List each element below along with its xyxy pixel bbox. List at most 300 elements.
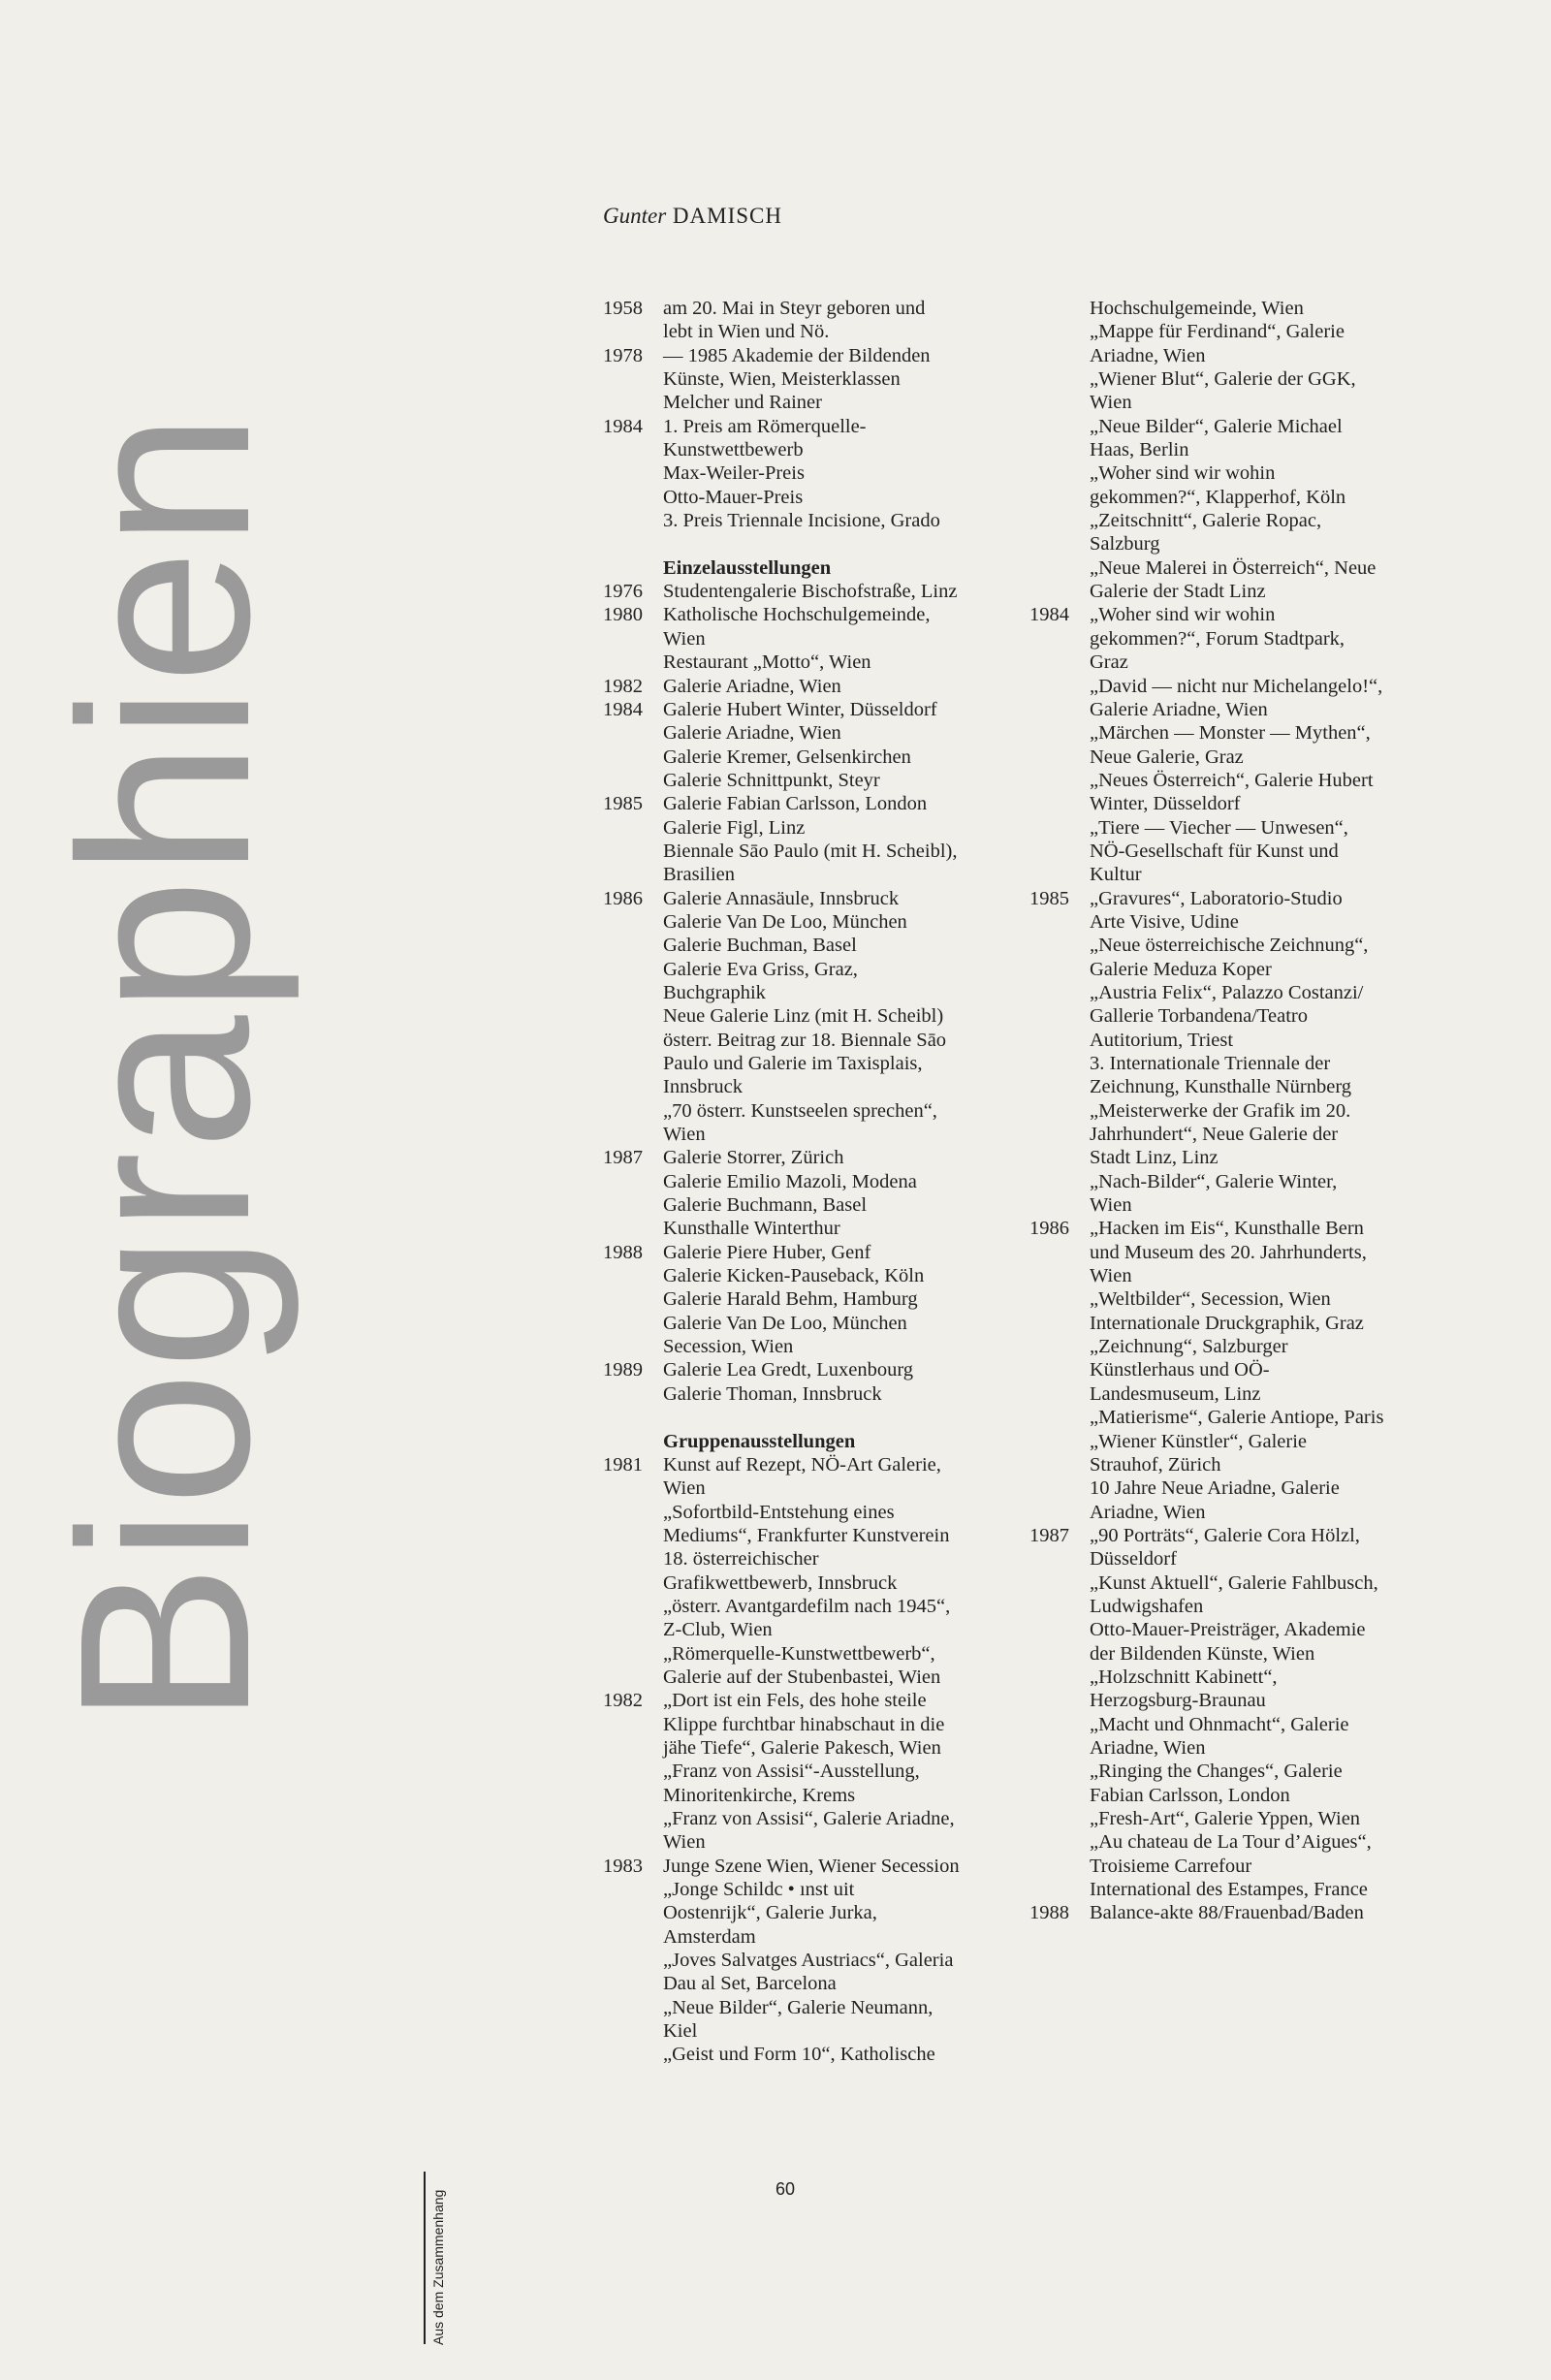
- entry-year: [603, 863, 663, 886]
- entry-year: [603, 1830, 663, 1854]
- bio-entry: [603, 1123, 1010, 1146]
- entry-year: [1029, 438, 1090, 461]
- entry-year: [603, 1123, 663, 1146]
- bio-entry: [1029, 698, 1437, 721]
- entry-year: [1029, 320, 1090, 343]
- bio-entry: [603, 1595, 1010, 1618]
- bio-entry: [603, 580, 1010, 603]
- entry-year: [603, 1713, 663, 1736]
- bio-entry: [1029, 1736, 1437, 1760]
- entry-text: und Museum des 20. Jahrhunderts,: [1090, 1241, 1367, 1263]
- footer-label: Aus dem Zusammenhang: [430, 2189, 446, 2345]
- entry-text: Salzburg: [1090, 533, 1160, 555]
- bio-entry: [603, 1736, 1010, 1760]
- entry-year: [603, 1736, 663, 1760]
- entry-text: Fabian Carlsson, London: [1090, 1784, 1290, 1806]
- entry-text: Galerie Lea Gredt, Luxenbourg: [663, 1359, 914, 1381]
- entry-text: Junge Szene Wien, Wiener Secession: [663, 1855, 960, 1877]
- bio-entry: [603, 509, 1010, 532]
- entry-year: [1029, 981, 1090, 1004]
- entry-year: 1984: [1029, 604, 1069, 626]
- entry-text: „Tiere — Viecher — Unwesen“,: [1090, 816, 1348, 839]
- entry-year: [1029, 1358, 1090, 1381]
- bio-entry: [603, 1335, 1010, 1358]
- entry-text: NÖ-Gesellschaft für Kunst und: [1090, 840, 1339, 862]
- bio-entry: [603, 1901, 1010, 1924]
- entry-year: [1029, 367, 1090, 391]
- entry-text: Kultur: [1090, 864, 1142, 886]
- entry-year: 1986: [603, 887, 643, 909]
- bio-entry: [603, 1571, 1010, 1595]
- entry-text: Ariadne, Wien: [1090, 1736, 1206, 1759]
- entry-text: Galerie Ariadne, Wien: [663, 675, 841, 697]
- bio-entry: [603, 1382, 1010, 1406]
- entry-text: Galerie Eva Griss, Graz,: [663, 958, 858, 980]
- entry-year: [603, 1075, 663, 1098]
- bio-entry: [1029, 1075, 1437, 1098]
- entry-year: [1029, 1784, 1090, 1807]
- bio-entry: [603, 1713, 1010, 1736]
- entry-year: [603, 486, 663, 509]
- entry-year: [1029, 532, 1090, 555]
- entry-year: 1983: [603, 1855, 643, 1877]
- biography-column-left: [603, 297, 1010, 2067]
- bio-entry: [1029, 1547, 1437, 1571]
- entry-year: [1029, 1666, 1090, 1689]
- entry-text: „Wiener Blut“, Galerie der GGK,: [1090, 368, 1356, 391]
- bio-entry: [603, 1830, 1010, 1854]
- entry-text: Strauhof, Zürich: [1090, 1453, 1221, 1476]
- entry-year: [603, 1642, 663, 1666]
- entry-text: gekommen?“, Forum Stadtpark,: [1090, 627, 1345, 650]
- bio-entry: [603, 1855, 1010, 1878]
- bio-entry: [603, 981, 1010, 1004]
- entry-text: „Neues Österreich“, Galerie Hubert: [1090, 769, 1374, 791]
- entry-year: [1029, 1501, 1090, 1524]
- entry-text: „Holzschnitt Kabinett“,: [1090, 1666, 1278, 1688]
- entry-text: „Gravures“, Laboratorio-Studio: [1090, 887, 1343, 909]
- entry-year: 1981: [603, 1453, 643, 1476]
- entry-text: Gallerie Torbandena/Teatro: [1090, 1005, 1308, 1028]
- bio-entry: [1029, 509, 1437, 532]
- entry-text: Galerie Storrer, Zürich: [663, 1147, 844, 1169]
- entry-year: [1029, 863, 1090, 886]
- bio-entry: [1029, 1855, 1437, 1878]
- entry-year: [603, 1925, 663, 1949]
- bio-entry: [1029, 1618, 1437, 1641]
- entry-text: „Joves Salvatges Austriacs“, Galeria: [663, 1950, 954, 1972]
- entry-text: Innsbruck: [663, 1076, 743, 1098]
- entry-text: „Zeichnung“, Salzburger: [1090, 1336, 1288, 1358]
- entry-year: [603, 958, 663, 981]
- entry-year: 1984: [603, 415, 643, 437]
- bio-entry: [1029, 391, 1437, 414]
- bio-entry: [603, 1666, 1010, 1689]
- entry-year: 1985: [603, 793, 643, 815]
- entry-text: Grafikwettbewerb, Innsbruck: [663, 1571, 898, 1594]
- bio-entry: [1029, 1358, 1437, 1381]
- bio-entry: [1029, 1241, 1437, 1264]
- entry-year: [603, 391, 663, 414]
- entry-year: [1029, 580, 1090, 603]
- entry-text: Winter, Düsseldorf: [1090, 793, 1241, 815]
- footer-rule: [424, 2172, 426, 2344]
- entry-text: Otto-Mauer-Preis: [663, 486, 804, 508]
- entry-year: [1029, 1264, 1090, 1287]
- bio-entry: [603, 344, 1010, 367]
- bio-entry: [603, 1618, 1010, 1641]
- entry-text: „Neue Bilder“, Galerie Michael: [1090, 415, 1343, 437]
- entry-text: Wien: [663, 1477, 706, 1500]
- entry-text: Kunsthalle Winterthur: [663, 1218, 840, 1240]
- entry-year: [1029, 746, 1090, 769]
- biography-column-right: [1029, 297, 1437, 1925]
- bio-entry: [1029, 344, 1437, 367]
- bio-entry: [1029, 1406, 1437, 1429]
- page-number: 60: [776, 2179, 796, 2199]
- entry-text: Galerie Van De Loo, München: [663, 1312, 907, 1334]
- bio-entry: [1029, 792, 1437, 815]
- entry-year: [603, 1972, 663, 1995]
- entry-year: [603, 2043, 663, 2066]
- entry-year: [1029, 1830, 1090, 1854]
- bio-entry: [1029, 675, 1437, 698]
- entry-year: [603, 1595, 663, 1618]
- bio-entry: [603, 1004, 1010, 1028]
- entry-year: [603, 1287, 663, 1311]
- entry-text: Galerie Buchman, Basel: [663, 935, 857, 957]
- entry-year: 1987: [1029, 1524, 1069, 1546]
- entry-year: [1029, 1004, 1090, 1028]
- entry-text: „Römerquelle-Kunstwettbewerb“,: [663, 1642, 935, 1665]
- bio-entry: [603, 627, 1010, 651]
- entry-text: Balance-akte 88/Frauenbad/Baden: [1090, 1902, 1364, 1924]
- bio-entry: [603, 792, 1010, 815]
- entry-year: [603, 461, 663, 485]
- entry-text: Dau al Set, Barcelona: [663, 1973, 837, 1995]
- bio-entry: [603, 1807, 1010, 1830]
- entry-year: [1029, 1382, 1090, 1406]
- entry-text: Stadt Linz, Linz: [1090, 1147, 1219, 1169]
- entry-text: 1. Preis am Römerquelle-: [663, 415, 867, 437]
- entry-year: [1029, 391, 1090, 414]
- entry-text: International des Estampes, France: [1090, 1879, 1368, 1901]
- entry-year: [603, 1476, 663, 1500]
- bio-entry: [603, 1547, 1010, 1571]
- entry-text: Wien: [1090, 1265, 1132, 1287]
- entry-text: Brasilien: [663, 864, 736, 886]
- entry-year: [1029, 816, 1090, 840]
- entry-year: [603, 1949, 663, 1972]
- bio-entry: [603, 438, 1010, 461]
- bio-entry: [1029, 1689, 1437, 1712]
- entry-text: am 20. Mai in Steyr geboren und: [663, 298, 926, 319]
- entry-text: Wien: [1090, 1194, 1132, 1217]
- entry-year: [1029, 1689, 1090, 1712]
- entry-year: [1029, 1406, 1090, 1429]
- entry-text: Z-Club, Wien: [663, 1619, 773, 1641]
- entry-text: „Woher sind wir wohin: [1090, 604, 1276, 626]
- bio-entry: [1029, 532, 1437, 555]
- entry-year: [1029, 1123, 1090, 1146]
- entry-year: [1029, 721, 1090, 745]
- entry-text: „David — nicht nur Michelangelo!“,: [1090, 675, 1383, 697]
- entry-year: [603, 1760, 663, 1783]
- entry-text: Buchgraphik: [663, 981, 766, 1003]
- bio-entry: [1029, 1713, 1437, 1736]
- entry-text: Restaurant „Motto“, Wien: [663, 651, 871, 674]
- entry-text: „Austria Felix“, Palazzo Costanzi/: [1090, 981, 1364, 1003]
- entry-year: 1988: [603, 1241, 643, 1263]
- entry-year: [603, 1807, 663, 1830]
- bio-entry: [1029, 1901, 1437, 1924]
- bio-entry: [603, 863, 1010, 886]
- entry-text: Internationale Druckgraphik, Graz: [1090, 1312, 1364, 1334]
- entry-text: Secession, Wien: [663, 1336, 794, 1358]
- bio-entry: [603, 1925, 1010, 1949]
- bio-entry: [603, 1193, 1010, 1217]
- entry-year: [603, 509, 663, 532]
- bio-entry: [603, 934, 1010, 957]
- entry-year: [603, 1170, 663, 1193]
- entry-year: [603, 1004, 663, 1028]
- entry-year: 1985: [1029, 887, 1069, 909]
- entry-text: „Ringing the Changes“, Galerie: [1090, 1761, 1343, 1783]
- entry-year: [1029, 415, 1090, 438]
- bio-entry: [1029, 415, 1437, 438]
- section-heading: Gruppenausstellungen: [663, 1430, 856, 1452]
- entry-text: Galerie Annasäule, Innsbruck: [663, 887, 900, 909]
- bio-entry: [603, 603, 1010, 626]
- bio-entry: [1029, 1784, 1437, 1807]
- entry-year: 1976: [603, 581, 643, 603]
- entry-year: 1984: [603, 698, 643, 720]
- bio-entry: [603, 675, 1010, 698]
- entry-year: [603, 1312, 663, 1335]
- entry-text: Mediums“, Frankfurter Kunstverein: [663, 1524, 950, 1546]
- entry-text: Melcher und Rainer: [663, 392, 822, 414]
- entry-text: Künstlerhaus und OÖ-: [1090, 1359, 1270, 1381]
- side-title: Biographien: [29, 410, 300, 1726]
- bio-entry: [1029, 1642, 1437, 1666]
- bio-entry: [603, 721, 1010, 745]
- entry-year: [1029, 1760, 1090, 1783]
- entry-text: Galerie Van De Loo, München: [663, 910, 907, 933]
- bio-entry: [603, 1501, 1010, 1524]
- entry-text: „Nach-Bilder“, Galerie Winter,: [1090, 1170, 1338, 1192]
- entry-year: [603, 910, 663, 934]
- entry-text: Wien: [1090, 392, 1132, 414]
- entry-text: Ariadne, Wien: [1090, 344, 1206, 366]
- bio-entry: [1029, 1052, 1437, 1075]
- entry-text: „Zeitschnitt“, Galerie Ropac,: [1090, 510, 1322, 532]
- bio-entry: [1029, 297, 1437, 320]
- entry-year: [1029, 1595, 1090, 1618]
- entry-year: 1982: [603, 675, 643, 697]
- entry-text: gekommen?“, Klapperhof, Köln: [1090, 486, 1346, 508]
- entry-year: [1029, 1052, 1090, 1075]
- bio-entry: [1029, 1335, 1437, 1358]
- bio-entry: [603, 1217, 1010, 1240]
- bio-entry: [1029, 1666, 1437, 1689]
- bio-entry: [603, 1949, 1010, 1972]
- bio-entry: [603, 1642, 1010, 1666]
- bio-entry: [603, 1052, 1010, 1075]
- bio-entry: [603, 2043, 1010, 2066]
- entry-year: [603, 1547, 663, 1571]
- entry-year: [1029, 1807, 1090, 1830]
- entry-year: 1986: [1029, 1218, 1069, 1240]
- bio-entry: [603, 746, 1010, 769]
- entry-text: Wien: [663, 627, 706, 650]
- bio-entry: [603, 415, 1010, 438]
- entry-year: [1029, 769, 1090, 792]
- entry-year: [1029, 461, 1090, 485]
- page-title: [603, 204, 782, 229]
- entry-year: [603, 1264, 663, 1287]
- entry-text: Minoritenkirche, Krems: [663, 1784, 856, 1806]
- bio-entry: [1029, 746, 1437, 769]
- entry-text: Galerie Harald Behm, Hamburg: [663, 1288, 918, 1311]
- entry-year: [603, 840, 663, 863]
- entry-year: [1029, 1029, 1090, 1052]
- entry-text: lebt in Wien und Nö.: [663, 321, 830, 343]
- entry-year: [1029, 910, 1090, 934]
- bio-entry: [1029, 1004, 1437, 1028]
- bio-entry: [603, 1264, 1010, 1287]
- section-spacer: [603, 1406, 1010, 1429]
- entry-year: [1029, 651, 1090, 674]
- bio-entry: [603, 1996, 1010, 2019]
- entry-text: Arte Visive, Udine: [1090, 910, 1239, 933]
- bio-entry: [1029, 1760, 1437, 1783]
- entry-year: [1029, 1476, 1090, 1500]
- entry-year: [603, 934, 663, 957]
- entry-year: [603, 981, 663, 1004]
- entry-text: „Mappe für Ferdinand“, Galerie: [1090, 321, 1345, 343]
- entry-year: [1029, 958, 1090, 981]
- entry-text: „Meisterwerke der Grafik im 20.: [1090, 1099, 1351, 1122]
- entry-year: [1029, 1287, 1090, 1311]
- entry-text: Kiel: [663, 2020, 698, 2043]
- bio-entry: [603, 391, 1010, 414]
- entry-text: Galerie Fabian Carlsson, London: [663, 793, 928, 815]
- entry-year: [1029, 1146, 1090, 1169]
- bio-entry: [1029, 1830, 1437, 1854]
- entry-text: Neue Galerie, Graz: [1090, 746, 1244, 768]
- bio-entry: [1029, 461, 1437, 485]
- bio-entry: [603, 1029, 1010, 1052]
- entry-text: 3. Internationale Triennale der: [1090, 1053, 1331, 1074]
- bio-entry: [1029, 769, 1437, 792]
- bio-entry: [603, 1878, 1010, 1901]
- bio-entry: [1029, 1287, 1437, 1311]
- entry-text: 10 Jahre Neue Ariadne, Galerie: [1090, 1477, 1340, 1500]
- entry-text: österr. Beitrag zur 18. Biennale Sāo: [663, 1029, 947, 1051]
- entry-year: [1029, 556, 1090, 580]
- entry-year: [1029, 1571, 1090, 1595]
- entry-year: 1978: [603, 344, 643, 366]
- bio-entry: [603, 1241, 1010, 1264]
- entry-year: [1029, 1618, 1090, 1641]
- entry-year: [1029, 1547, 1090, 1571]
- entry-text: „Hacken im Eis“, Kunsthalle Bern: [1090, 1218, 1364, 1240]
- entry-text: Kunstwettbewerb: [663, 439, 804, 461]
- entry-year: [603, 1099, 663, 1123]
- bio-entry: [1029, 1453, 1437, 1476]
- bio-entry: [603, 1075, 1010, 1098]
- entry-text: Amsterdam: [663, 1925, 756, 1948]
- entry-text: „90 Porträts“, Galerie Cora Hölzl,: [1090, 1524, 1360, 1546]
- entry-text: Galerie Emilio Mazoli, Modena: [663, 1170, 917, 1192]
- bio-entry: [603, 1972, 1010, 1995]
- entry-year: [603, 816, 663, 840]
- entry-year: 1980: [603, 604, 643, 626]
- bio-entry: [1029, 1217, 1437, 1240]
- entry-year: [603, 1901, 663, 1924]
- entry-year: [1029, 1713, 1090, 1736]
- bio-entry: [603, 367, 1010, 391]
- bio-entry: [603, 1689, 1010, 1712]
- entry-year: [1029, 1878, 1090, 1901]
- entry-year: [603, 1335, 663, 1358]
- entry-year: [1029, 1642, 1090, 1666]
- entry-year: [603, 1878, 663, 1901]
- bio-entry: [1029, 1476, 1437, 1500]
- entry-text: „Kunst Aktuell“, Galerie Fahlbusch,: [1090, 1571, 1378, 1594]
- entry-text: „Neue österreichische Zeichnung“,: [1090, 935, 1369, 957]
- entry-text: „Wiener Künstler“, Galerie: [1090, 1430, 1307, 1452]
- entry-text: jähe Tiefe“, Galerie Pakesch, Wien: [663, 1736, 941, 1759]
- bio-entry: [1029, 1123, 1437, 1146]
- entry-text: Galerie Schnittpunkt, Steyr: [663, 769, 880, 791]
- entry-year: [1029, 627, 1090, 651]
- entry-text: „Matierisme“, Galerie Antiope, Paris: [1090, 1407, 1384, 1429]
- entry-year: [1029, 344, 1090, 367]
- entry-text: „Weltbilder“, Secession, Wien: [1090, 1288, 1331, 1311]
- entry-year: [603, 2019, 663, 2043]
- entry-year: [1029, 1075, 1090, 1098]
- entry-text: Galerie Buchmann, Basel: [663, 1194, 868, 1217]
- bio-entry: [603, 2019, 1010, 2043]
- entry-text: Galerie Thoman, Innsbruck: [663, 1382, 882, 1405]
- entry-year: [1029, 1335, 1090, 1358]
- entry-year: [1029, 1170, 1090, 1193]
- entry-year: [1029, 1099, 1090, 1123]
- bio-entry: [1029, 840, 1437, 863]
- entry-text: „Dort ist ein Fels, des hohe steile: [663, 1690, 927, 1712]
- entry-text: Paulo und Galerie im Taxisplais,: [663, 1053, 923, 1074]
- bio-entry: [603, 486, 1010, 509]
- bio-entry: [1029, 958, 1437, 981]
- entry-year: [1029, 675, 1090, 698]
- bio-entry: [1029, 1029, 1437, 1052]
- entry-text: „Neue Malerei in Österreich“, Neue: [1090, 556, 1377, 579]
- entry-year: [603, 1029, 663, 1052]
- entry-year: 1988: [1029, 1902, 1069, 1924]
- entry-text: Zeichnung, Kunsthalle Nürnberg: [1090, 1076, 1352, 1098]
- entry-text: — 1985 Akademie der Bildenden: [663, 344, 931, 366]
- entry-text: Ariadne, Wien: [1090, 1501, 1206, 1523]
- entry-year: [603, 1524, 663, 1547]
- entry-text: „Franz von Assisi“-Ausstellung,: [663, 1761, 920, 1783]
- entry-text: Galerie Meduza Koper: [1090, 958, 1272, 980]
- entry-text: Otto-Mauer-Preisträger, Akademie: [1090, 1619, 1366, 1641]
- entry-year: [603, 1052, 663, 1075]
- entry-text: „Neue Bilder“, Galerie Neumann,: [663, 1996, 934, 2018]
- entry-text: „Macht und Ohnmacht“, Galerie: [1090, 1713, 1349, 1735]
- entry-text: „Franz von Assisi“, Galerie Ariadne,: [663, 1808, 955, 1829]
